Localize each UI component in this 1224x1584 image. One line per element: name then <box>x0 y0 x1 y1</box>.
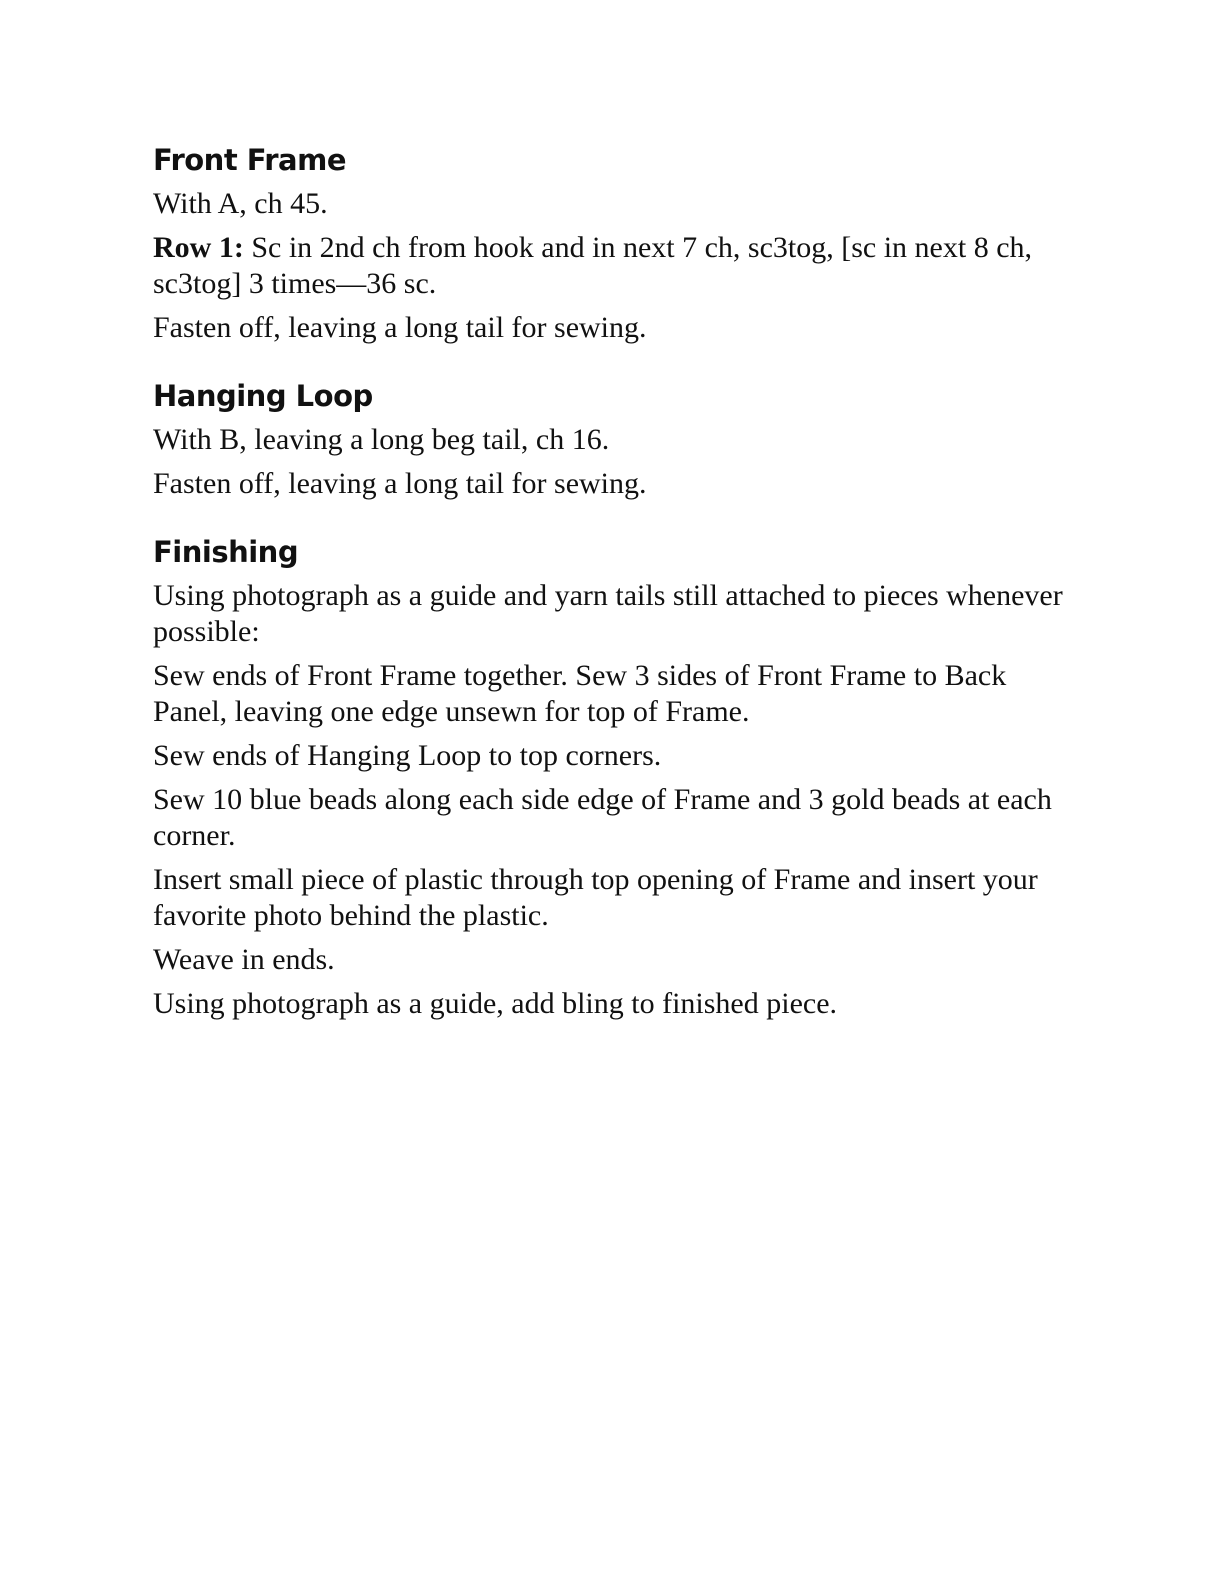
instruction-paragraph: Insert small piece of plastic through top opening of Frame and insert your favorite photo behind the plastic. <box>153 863 1038 932</box>
section-hanging-loop <box>153 376 1073 502</box>
row-1-instruction <box>153 230 1073 302</box>
instruction-paragraph: Using photograph as a guide, add bling to finished piece. <box>153 987 838 1020</box>
instruction-paragraph: Using photograph as a guide and yarn tails still attached to pieces whenever possible: <box>153 579 1063 648</box>
instruction-paragraph: Weave in ends. <box>153 943 335 976</box>
section-heading: Front Frame <box>153 143 346 177</box>
section-heading: Hanging Loop <box>153 379 373 413</box>
instruction-paragraph: Fasten off, leaving a long tail for sewing. <box>153 311 647 344</box>
instruction-paragraph: Fasten off, leaving a long tail for sewing. <box>153 467 647 500</box>
row-text: Sc in 2nd ch from hook and in next 7 ch, sc3tog, [sc in next 8 ch, sc3tog] 3 times—36 sc. <box>153 231 1033 300</box>
document-page <box>153 140 1073 1052</box>
section-front-frame <box>153 140 1073 346</box>
instruction-paragraph: Sew 10 blue beads along each side edge of Frame and 3 gold beads at each corner. <box>153 783 1052 852</box>
row-label: Row 1: <box>153 231 244 264</box>
instruction-paragraph: With A, ch 45. <box>153 187 328 220</box>
instruction-paragraph: With B, leaving a long beg tail, ch 16. <box>153 423 610 456</box>
instruction-paragraph: Sew ends of Hanging Loop to top corners. <box>153 739 662 772</box>
instruction-paragraph: Sew ends of Front Frame together. Sew 3 sides of Front Frame to Back Panel, leaving one edge unsewn for top of Frame. <box>153 659 1007 728</box>
section-finishing <box>153 532 1073 1022</box>
section-heading: Finishing <box>153 535 299 569</box>
